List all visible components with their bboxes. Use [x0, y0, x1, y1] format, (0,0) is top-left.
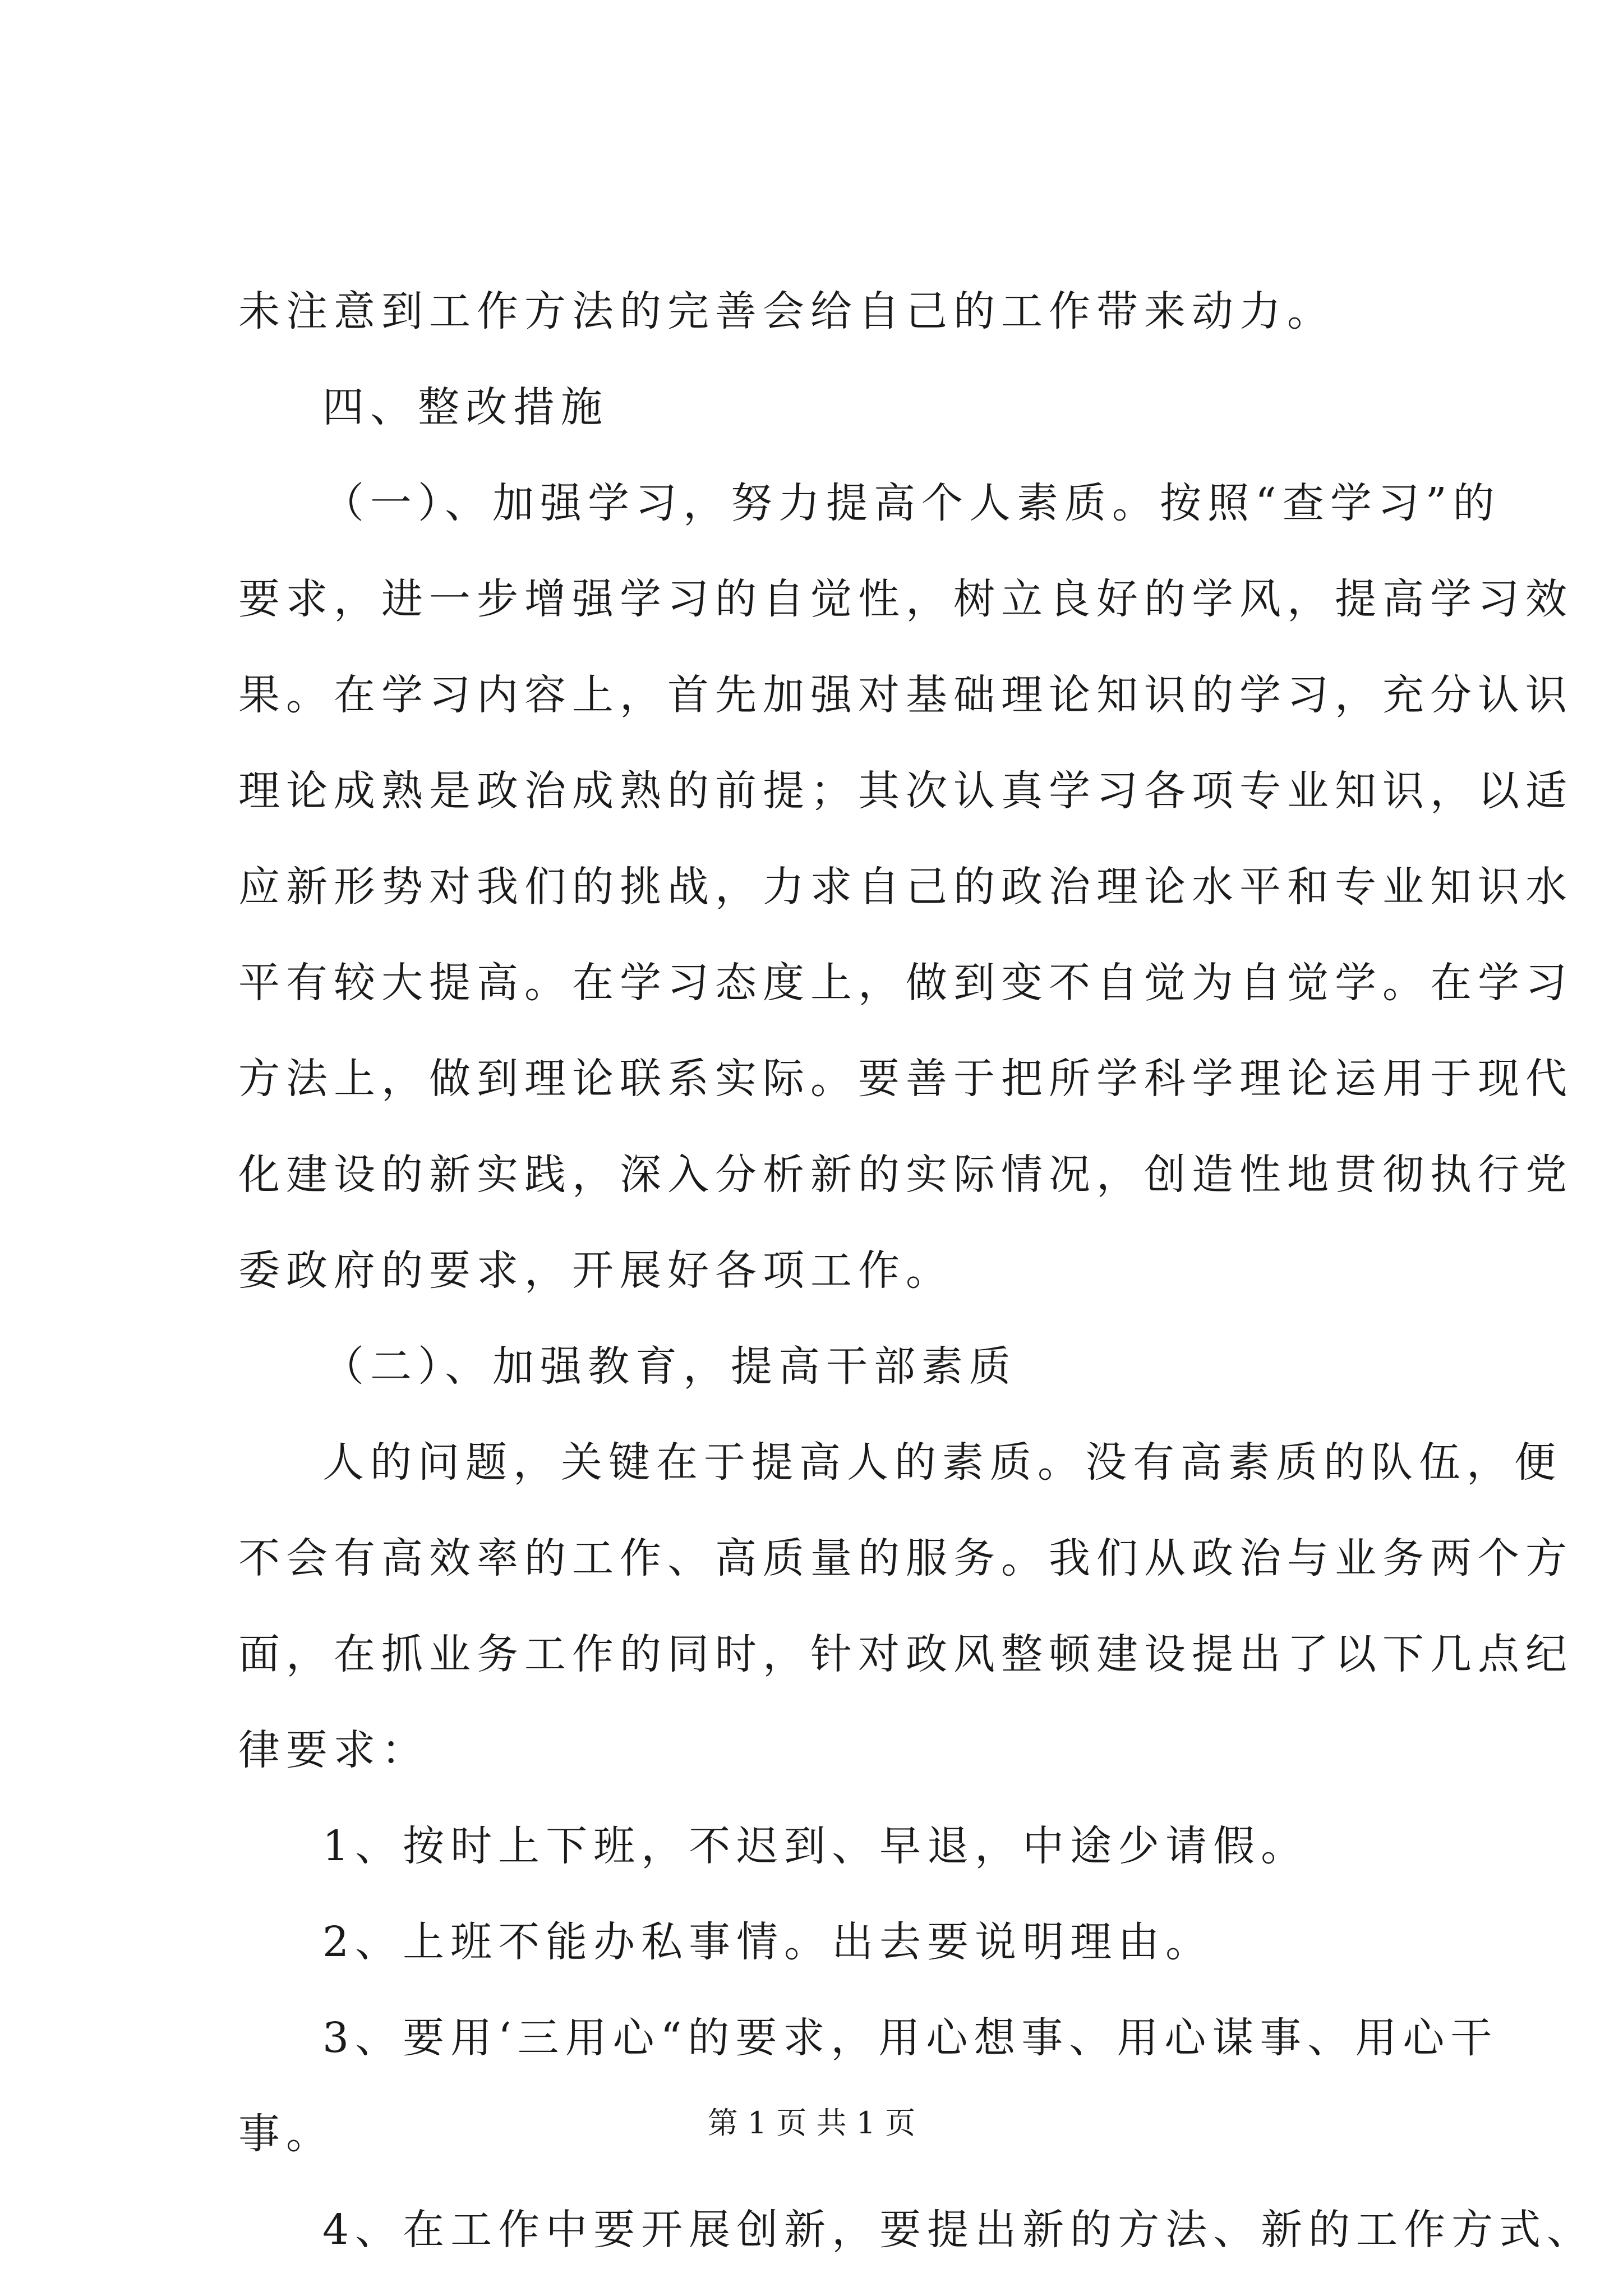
- text-line: 律要求：: [238, 1726, 429, 1774]
- text-line: 人的问题，关键在于提高人的素质。没有高素质的队伍，便: [322, 1438, 1562, 1487]
- text-line: 未注意到工作方法的完善会给自己的工作带来动力。: [238, 287, 1335, 335]
- list-item: 2、上班不能办私事情。出去要说明理由。: [322, 1918, 1214, 1966]
- text-line: 方法上，做到理论联系实际。要善于把所学科学理论运用于现代: [238, 1055, 1573, 1103]
- text-line: 不会有高效率的工作、高质量的服务。我们从政治与业务两个方: [238, 1534, 1573, 1582]
- list-item: 4、在工作中要开展创新，要提出新的方法、新的工作方式、: [322, 2206, 1595, 2254]
- text-line: 面，在抓业务工作的同时，针对政风整顿建设提出了以下几点纪: [238, 1630, 1573, 1678]
- text-line: 事。: [238, 2110, 334, 2158]
- text-line: 要求，进一步增强学习的自觉性，树立良好的学风，提高学习效: [238, 575, 1573, 623]
- text-line: 应新形势对我们的挑战，力求自己的政治理论水平和专业知识水: [238, 863, 1573, 911]
- page-footer: 第 1 页 共 1 页: [707, 2105, 916, 2141]
- document-body: [238, 264, 1595, 2278]
- list-item: 1、按时上下班，不迟到、早退，中途少请假。: [322, 1822, 1309, 1870]
- text-line: 平有较大提高。在学习态度上，做到变不自觉为自觉学。在学习: [238, 959, 1573, 1007]
- section-heading: 四、整改措施: [322, 383, 608, 431]
- text-line: 化建设的新实践，深入分析新的实际情况，创造性地贯彻执行党: [238, 1151, 1573, 1199]
- text-line: 委政府的要求，开展好各项工作。: [238, 1246, 953, 1295]
- subsection-heading: （二）、加强教育，提高干部素质: [322, 1342, 1017, 1391]
- text-line: （一）、加强学习，努力提高个人素质。按照“查学习”的: [322, 479, 1501, 527]
- text-line: 果。在学习内容上，首先加强对基础理论知识的学习，充分认识: [238, 671, 1573, 719]
- list-item: 3、要用‘三用心“的要求，用心想事、用心谋事、用心干: [322, 2014, 1498, 2062]
- text-line: 理论成熟是政治成熟的前提；其次认真学习各项专业知识，以适: [238, 767, 1573, 815]
